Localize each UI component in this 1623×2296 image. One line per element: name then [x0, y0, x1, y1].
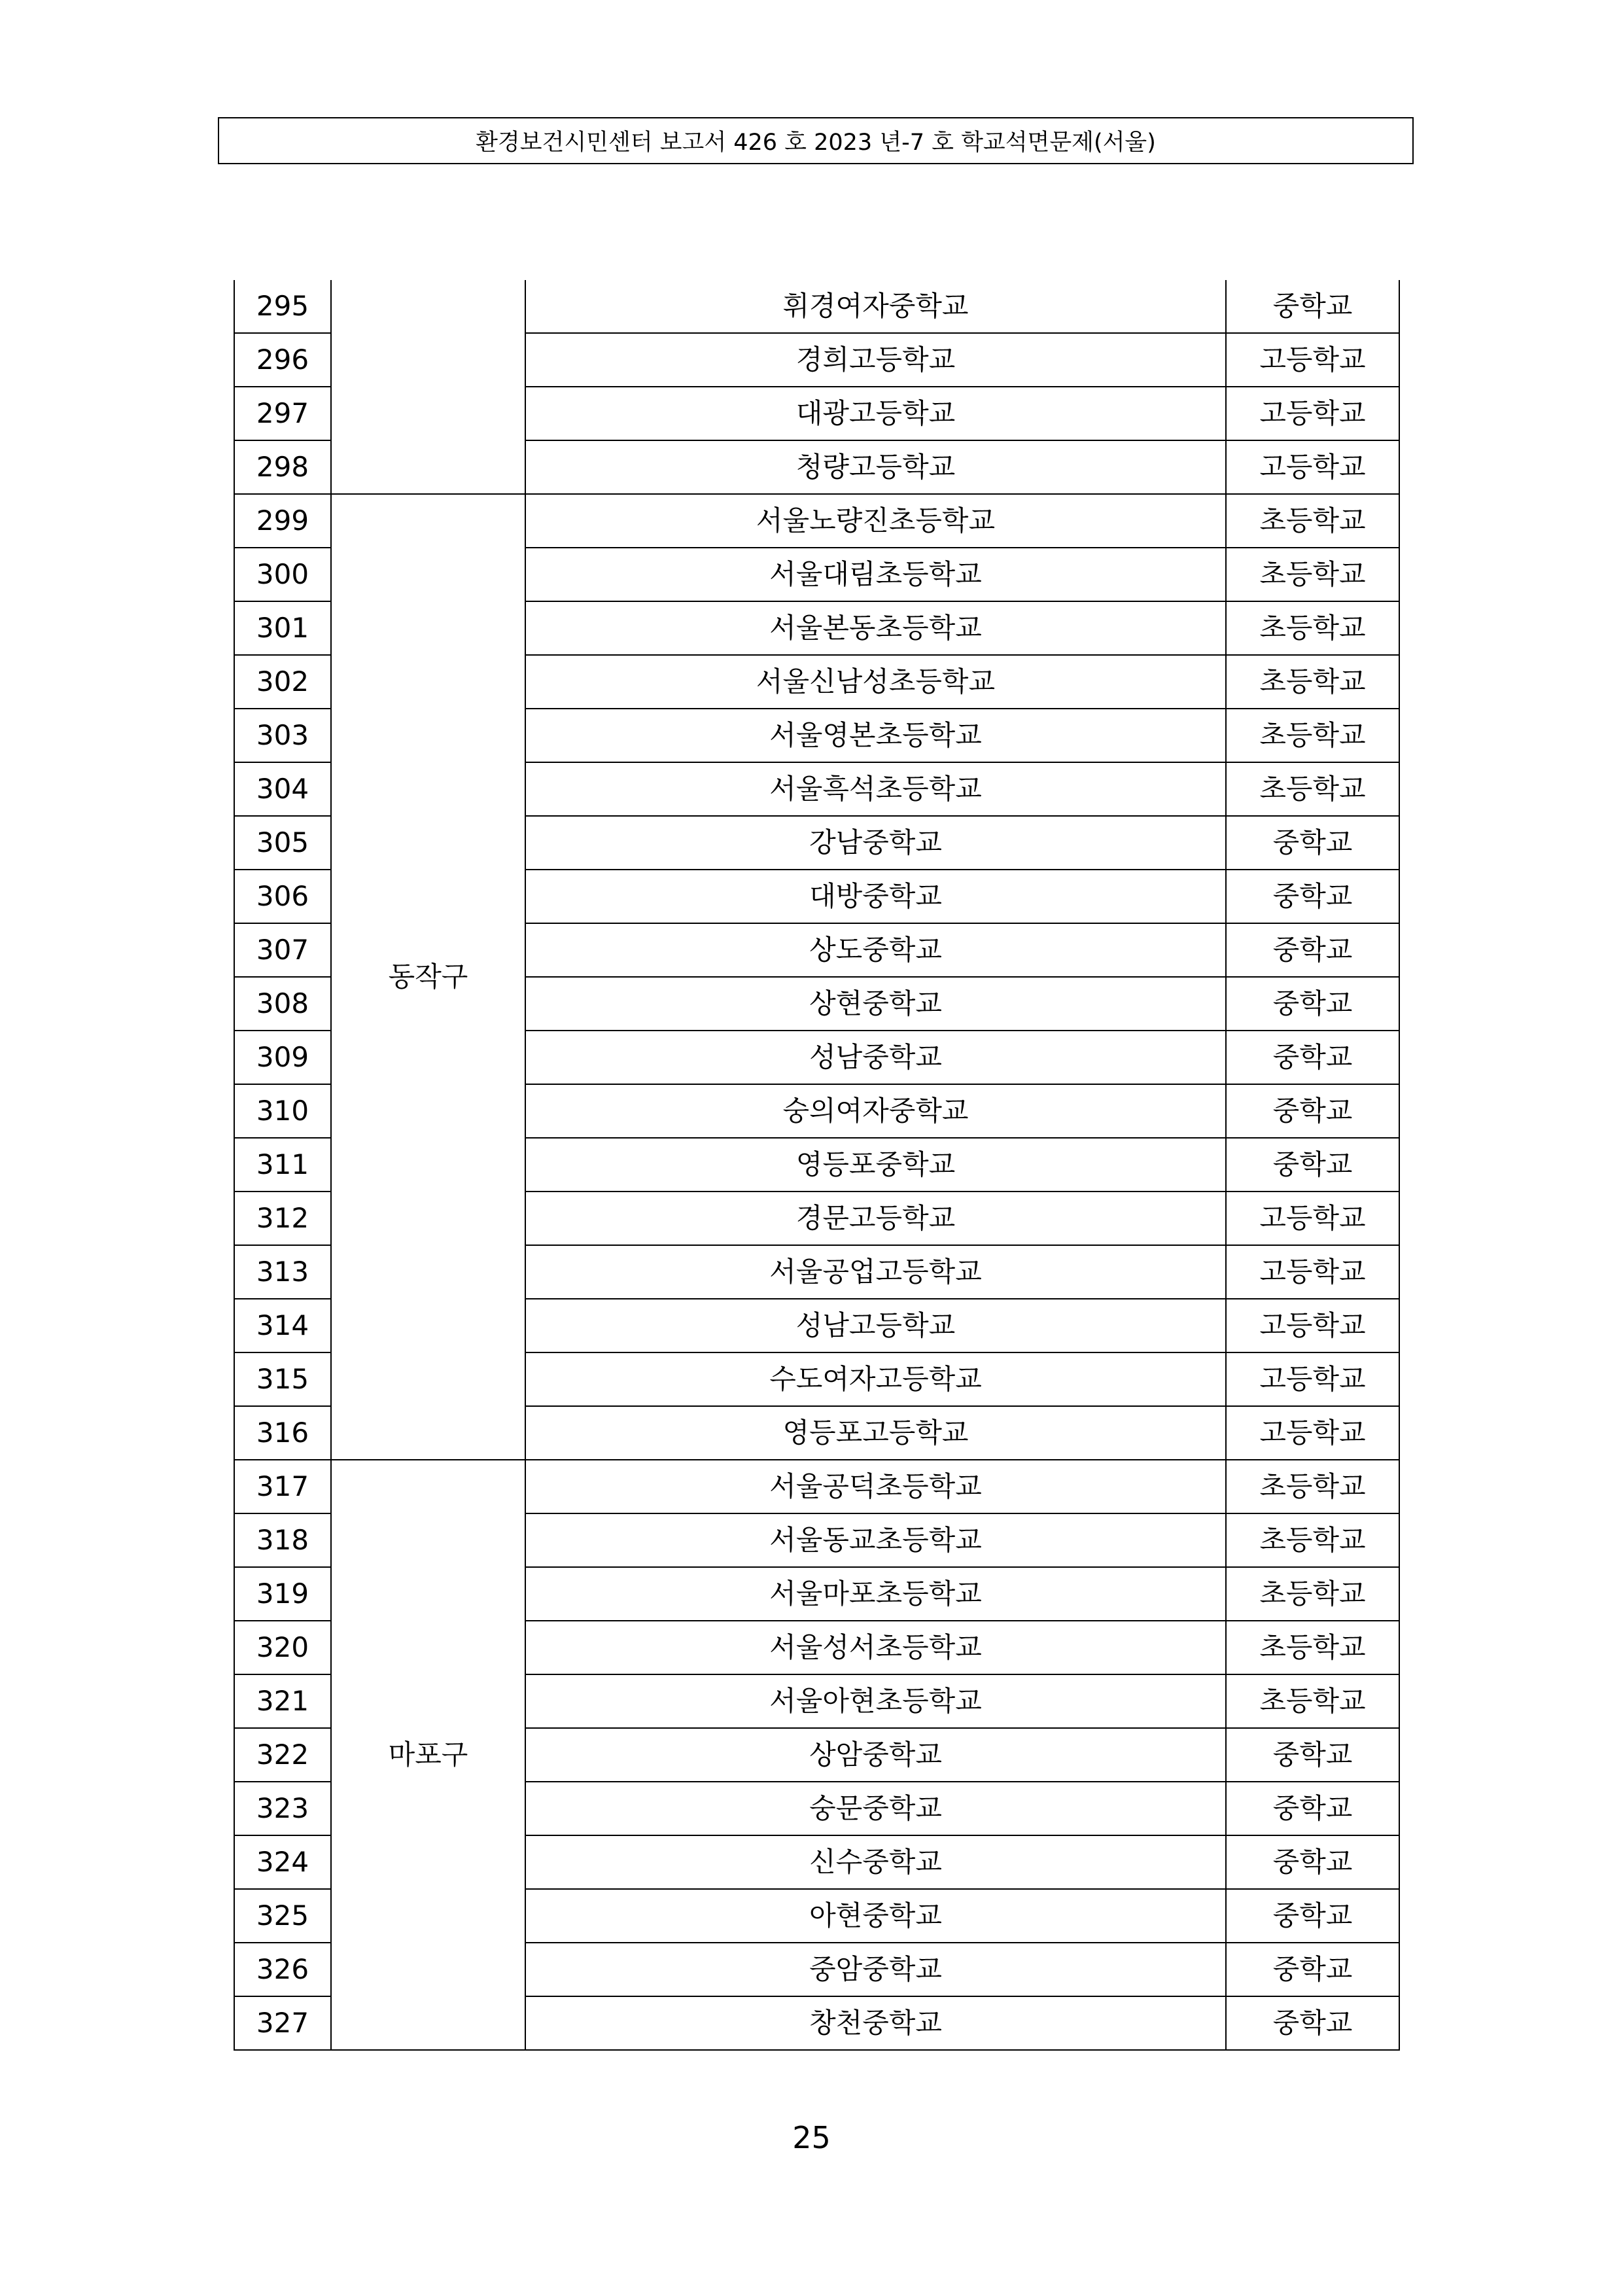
school-type-cell: 초등학교	[1226, 1513, 1399, 1567]
row-number-cell: 310	[234, 1084, 331, 1138]
school-type-cell: 중학교	[1226, 1835, 1399, 1889]
district-cell	[331, 280, 525, 494]
school-name-cell: 상암중학교	[525, 1728, 1226, 1782]
row-number-cell: 308	[234, 977, 331, 1031]
school-name-cell: 청량고등학교	[525, 440, 1226, 494]
school-name-cell: 아현중학교	[525, 1889, 1226, 1943]
district-cell: 동작구	[331, 494, 525, 1460]
row-number-cell: 304	[234, 762, 331, 816]
school-name-cell: 상도중학교	[525, 923, 1226, 977]
school-type-cell: 초등학교	[1226, 762, 1399, 816]
row-number-cell: 295	[234, 280, 331, 333]
table-row	[234, 280, 1399, 333]
school-name-cell: 서울아현초등학교	[525, 1674, 1226, 1728]
school-type-cell: 고등학교	[1226, 1299, 1399, 1352]
school-name-cell: 대광고등학교	[525, 387, 1226, 440]
row-number-cell: 319	[234, 1567, 331, 1621]
row-number-cell: 320	[234, 1621, 331, 1674]
row-number-cell: 300	[234, 548, 331, 601]
row-number-cell: 313	[234, 1245, 331, 1299]
school-type-cell: 초등학교	[1226, 494, 1399, 548]
school-type-cell: 고등학교	[1226, 1245, 1399, 1299]
page-number: 25	[792, 2120, 831, 2155]
school-table-body	[234, 280, 1399, 2050]
row-number-cell: 315	[234, 1352, 331, 1406]
row-number-cell: 305	[234, 816, 331, 870]
school-name-cell: 서울성서초등학교	[525, 1621, 1226, 1674]
row-number-cell: 298	[234, 440, 331, 494]
school-type-cell: 중학교	[1226, 923, 1399, 977]
row-number-cell: 301	[234, 601, 331, 655]
school-type-cell: 중학교	[1226, 280, 1399, 333]
school-type-cell: 초등학교	[1226, 601, 1399, 655]
school-name-cell: 창천중학교	[525, 1996, 1226, 2050]
school-type-cell: 고등학교	[1226, 1352, 1399, 1406]
school-type-cell: 중학교	[1226, 1728, 1399, 1782]
row-number-cell: 299	[234, 494, 331, 548]
school-type-cell: 중학교	[1226, 1084, 1399, 1138]
school-name-cell: 서울공업고등학교	[525, 1245, 1226, 1299]
school-name-cell: 서울영본초등학교	[525, 709, 1226, 762]
school-name-cell: 서울대림초등학교	[525, 548, 1226, 601]
row-number-cell: 307	[234, 923, 331, 977]
school-type-cell: 고등학교	[1226, 1406, 1399, 1460]
school-name-cell: 영등포중학교	[525, 1138, 1226, 1192]
table-row	[234, 494, 1399, 548]
school-name-cell: 서울신남성초등학교	[525, 655, 1226, 709]
school-name-cell: 영등포고등학교	[525, 1406, 1226, 1460]
school-type-cell: 초등학교	[1226, 655, 1399, 709]
school-type-cell: 초등학교	[1226, 709, 1399, 762]
school-type-cell: 고등학교	[1226, 440, 1399, 494]
report-header-title: 환경보건시민센터 보고서 426 호 2023 년-7 호 학교석면문제(서울)	[476, 130, 1156, 156]
school-name-cell: 상현중학교	[525, 977, 1226, 1031]
school-name-cell: 서울마포초등학교	[525, 1567, 1226, 1621]
row-number-cell: 325	[234, 1889, 331, 1943]
school-name-cell: 경희고등학교	[525, 333, 1226, 387]
school-name-cell: 성남고등학교	[525, 1299, 1226, 1352]
school-type-cell: 중학교	[1226, 1138, 1399, 1192]
school-type-cell: 초등학교	[1226, 1460, 1399, 1513]
row-number-cell: 322	[234, 1728, 331, 1782]
school-name-cell: 숭의여자중학교	[525, 1084, 1226, 1138]
row-number-cell: 312	[234, 1192, 331, 1245]
school-table	[234, 280, 1400, 2051]
school-type-cell: 고등학교	[1226, 1192, 1399, 1245]
row-number-cell: 324	[234, 1835, 331, 1889]
row-number-cell: 314	[234, 1299, 331, 1352]
school-type-cell: 초등학교	[1226, 548, 1399, 601]
school-type-cell: 초등학교	[1226, 1674, 1399, 1728]
row-number-cell: 323	[234, 1782, 331, 1835]
row-number-cell: 296	[234, 333, 331, 387]
school-name-cell: 대방중학교	[525, 870, 1226, 923]
school-type-cell: 중학교	[1226, 870, 1399, 923]
school-type-cell: 중학교	[1226, 1996, 1399, 2050]
row-number-cell: 321	[234, 1674, 331, 1728]
school-name-cell: 서울동교초등학교	[525, 1513, 1226, 1567]
row-number-cell: 303	[234, 709, 331, 762]
report-header	[218, 117, 1414, 164]
row-number-cell: 297	[234, 387, 331, 440]
school-type-cell: 중학교	[1226, 977, 1399, 1031]
school-name-cell: 휘경여자중학교	[525, 280, 1226, 333]
school-name-cell: 중암중학교	[525, 1943, 1226, 1996]
row-number-cell: 327	[234, 1996, 331, 2050]
school-type-cell: 초등학교	[1226, 1567, 1399, 1621]
school-name-cell: 서울본동초등학교	[525, 601, 1226, 655]
school-type-cell: 중학교	[1226, 1889, 1399, 1943]
row-number-cell: 311	[234, 1138, 331, 1192]
row-number-cell: 316	[234, 1406, 331, 1460]
row-number-cell: 302	[234, 655, 331, 709]
school-name-cell: 서울노량진초등학교	[525, 494, 1226, 548]
school-type-cell: 고등학교	[1226, 387, 1399, 440]
school-type-cell: 고등학교	[1226, 333, 1399, 387]
row-number-cell: 306	[234, 870, 331, 923]
school-name-cell: 수도여자고등학교	[525, 1352, 1226, 1406]
school-name-cell: 숭문중학교	[525, 1782, 1226, 1835]
row-number-cell: 318	[234, 1513, 331, 1567]
school-type-cell: 중학교	[1226, 1943, 1399, 1996]
school-name-cell: 성남중학교	[525, 1031, 1226, 1084]
row-number-cell: 309	[234, 1031, 331, 1084]
school-name-cell: 강남중학교	[525, 816, 1226, 870]
school-name-cell: 서울흑석초등학교	[525, 762, 1226, 816]
school-type-cell: 중학교	[1226, 816, 1399, 870]
school-type-cell: 중학교	[1226, 1782, 1399, 1835]
row-number-cell: 317	[234, 1460, 331, 1513]
school-name-cell: 신수중학교	[525, 1835, 1226, 1889]
district-cell: 마포구	[331, 1460, 525, 2050]
school-name-cell: 서울공덕초등학교	[525, 1460, 1226, 1513]
school-name-cell: 경문고등학교	[525, 1192, 1226, 1245]
school-type-cell: 중학교	[1226, 1031, 1399, 1084]
school-type-cell: 초등학교	[1226, 1621, 1399, 1674]
table-row	[234, 1460, 1399, 1513]
row-number-cell: 326	[234, 1943, 331, 1996]
